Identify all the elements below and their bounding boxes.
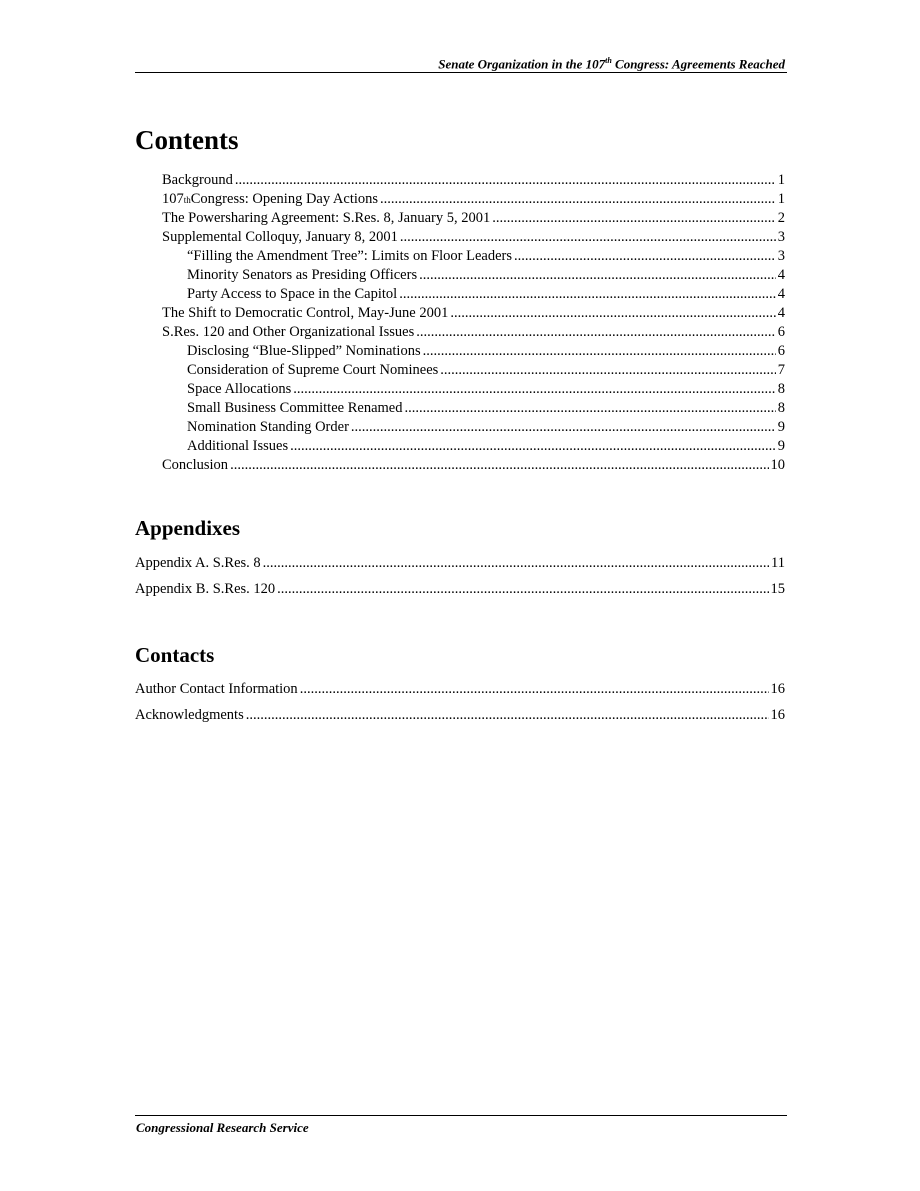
dot-leader [419, 267, 776, 284]
toc-page-number: 6 [777, 343, 785, 359]
running-footer: Congressional Research Service [136, 1120, 309, 1135]
toc-entry-label: “Filling the Amendment Tree”: Limits on Floor Leaders [187, 248, 513, 264]
toc-entry-label: Consideration of Supreme Court Nominees [187, 362, 439, 378]
toc-page-number: 2 [777, 210, 785, 226]
toc-entry-label: Background [162, 172, 233, 188]
toc-entry-label: The Powersharing Agreement: S.Res. 8, January 5, 2001 [162, 210, 491, 226]
toc-entry-label: Acknowledgments [135, 707, 244, 723]
toc-entry-label: Conclusion [162, 457, 229, 473]
toc-page-number: 1 [777, 172, 785, 188]
dot-leader [440, 362, 775, 379]
toc-entry-label: Nomination Standing Order [187, 419, 349, 435]
contents-list [135, 172, 785, 476]
dot-leader [400, 229, 776, 246]
dot-leader [300, 681, 769, 698]
appendixes-heading: Appendixes [135, 516, 241, 540]
dot-leader [514, 248, 776, 265]
toc-entry-sres-120[interactable] [135, 324, 785, 343]
toc-entry-label: Small Business Committee Renamed [187, 400, 403, 416]
toc-entry-label: Additional Issues [187, 438, 289, 454]
running-header [135, 56, 785, 72]
toc-entry-label: Congress: Opening Day Actions [190, 191, 379, 207]
toc-page-number: 9 [777, 438, 785, 454]
toc-page-number: 1 [777, 191, 785, 207]
appendixes-list [135, 555, 785, 607]
dot-leader [416, 324, 776, 341]
toc-page-number: 9 [777, 419, 785, 435]
dot-leader [351, 419, 776, 436]
toc-page-number: 15 [770, 581, 785, 597]
contacts-heading: Contacts [135, 643, 215, 667]
dot-leader [235, 172, 776, 189]
toc-entry-nomination-order[interactable] [135, 419, 785, 438]
toc-page-number: 16 [770, 707, 785, 723]
toc-entry-label: Minority Senators as Presiding Officers [187, 267, 418, 283]
toc-entry-background[interactable] [135, 172, 785, 191]
dot-leader [380, 191, 776, 208]
toc-entry-presiding-officers[interactable] [135, 267, 785, 286]
toc-entry-sup: th [183, 195, 191, 205]
toc-entry-conclusion[interactable] [135, 457, 785, 476]
dot-leader [404, 400, 775, 417]
toc-entry-democratic-control[interactable] [135, 305, 785, 324]
toc-entry-label: Appendix A. S.Res. 8 [135, 555, 261, 571]
toc-entry-label: Party Access to Space in the Capitol [187, 286, 398, 302]
toc-page-number: 4 [777, 305, 785, 321]
toc-entry-opening-day[interactable] [135, 191, 785, 210]
toc-page-number: 16 [770, 681, 785, 697]
toc-entry-additional-issues[interactable] [135, 438, 785, 457]
header-title-part: Congress: Agreements Reached [611, 56, 785, 72]
header-title-sup: th [605, 56, 612, 65]
toc-entry-colloquy[interactable] [135, 229, 785, 248]
toc-entry-label: Supplemental Colloquy, January 8, 2001 [162, 229, 398, 245]
dot-leader [263, 555, 769, 572]
dot-leader [246, 707, 769, 724]
toc-entry-author-contact[interactable] [135, 681, 785, 707]
toc-page-number: 3 [777, 229, 785, 245]
toc-entry-label: Author Contact Information [135, 681, 298, 697]
toc-page-number: 4 [777, 286, 785, 302]
toc-entry-party-access[interactable] [135, 286, 785, 305]
header-title-part: Senate Organization in the 107 [438, 56, 606, 72]
dot-leader [450, 305, 775, 322]
dot-leader [230, 457, 768, 474]
toc-page-number: 3 [777, 248, 785, 264]
toc-entry-label: S.Res. 120 and Other Organizational Issues [162, 324, 415, 340]
toc-entry-label: Disclosing “Blue-Slipped” Nominations [187, 343, 421, 359]
dot-leader [293, 381, 775, 398]
toc-entry-amendment-tree[interactable] [135, 248, 785, 267]
toc-entry-appendix-a[interactable] [135, 555, 785, 581]
toc-page-number: 10 [770, 457, 785, 473]
toc-page-number: 7 [777, 362, 785, 378]
toc-entry-space-allocations[interactable] [135, 381, 785, 400]
toc-entry-blue-slipped[interactable] [135, 343, 785, 362]
toc-page-number: 11 [771, 555, 785, 571]
header-rule [135, 72, 787, 73]
dot-leader [492, 210, 776, 227]
toc-page-number: 6 [777, 324, 785, 340]
toc-page-number: 4 [777, 267, 785, 283]
contents-heading: Contents [135, 125, 239, 155]
toc-entry-label: Space Allocations [187, 381, 292, 397]
dot-leader [277, 581, 768, 598]
toc-entry-label: 107 [162, 191, 184, 207]
toc-entry-small-business[interactable] [135, 400, 785, 419]
dot-leader [399, 286, 776, 303]
toc-page-number: 8 [777, 400, 785, 416]
toc-entry-appendix-b[interactable] [135, 581, 785, 607]
dot-leader [290, 438, 776, 455]
toc-entry-powersharing[interactable] [135, 210, 785, 229]
contacts-list [135, 681, 785, 733]
footer-rule [135, 1115, 787, 1116]
toc-entry-acknowledgments[interactable] [135, 707, 785, 733]
toc-entry-label: Appendix B. S.Res. 120 [135, 581, 276, 597]
toc-page-number: 8 [777, 381, 785, 397]
toc-entry-label: The Shift to Democratic Control, May-June 2001 [162, 305, 449, 321]
dot-leader [423, 343, 776, 360]
toc-entry-supreme-court[interactable] [135, 362, 785, 381]
